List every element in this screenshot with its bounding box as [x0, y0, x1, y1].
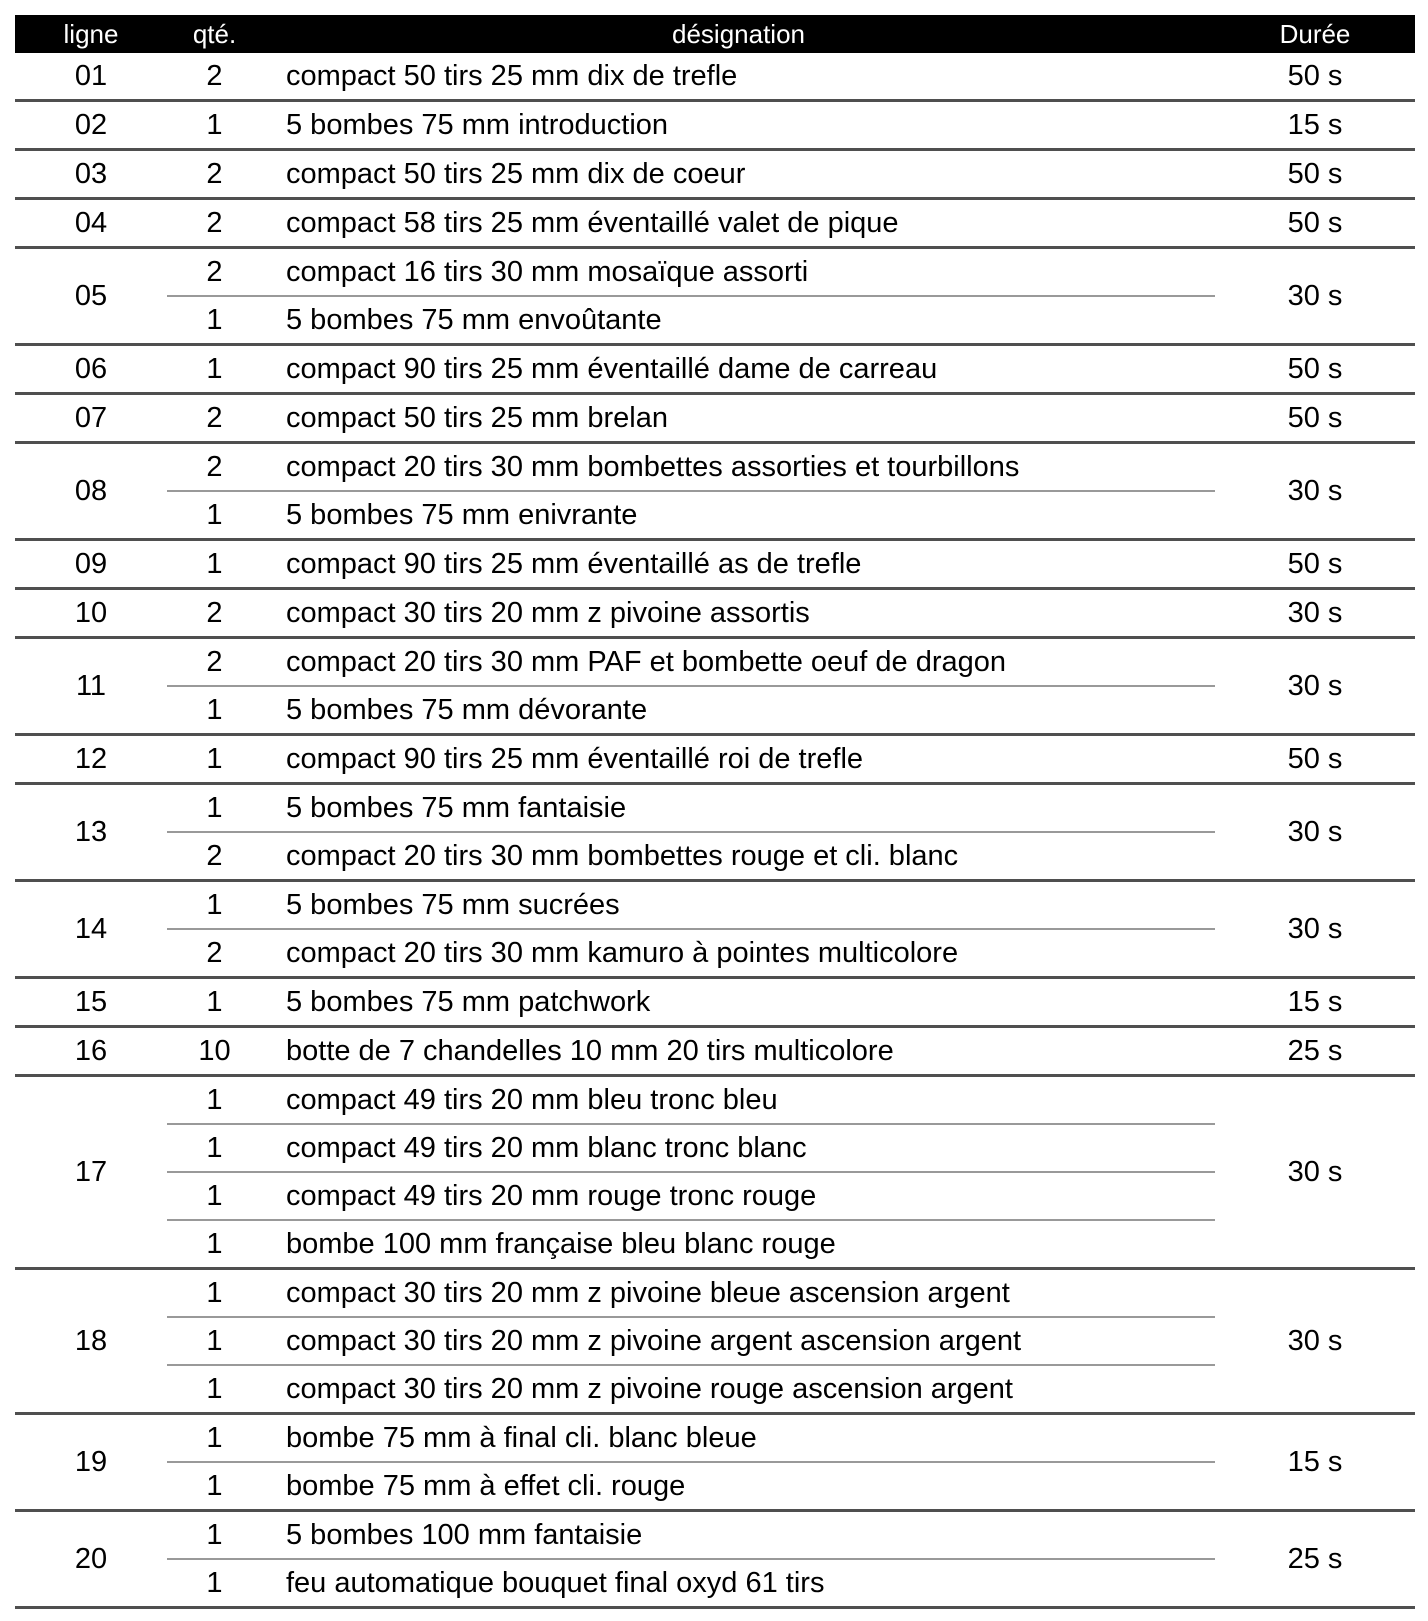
qte-cell: 1 — [167, 686, 262, 735]
qte-cell: 1 — [167, 345, 262, 394]
ligne-cell: 01 — [74, 59, 108, 92]
table-row — [15, 1027, 1415, 1076]
ligne-cell: 17 — [15, 1076, 167, 1269]
ligne-cell: 16 — [15, 1027, 167, 1076]
designation-cell: compact 49 tirs 20 mm blanc tronc blanc — [262, 1124, 1215, 1172]
table-row — [15, 53, 1415, 101]
table-row — [15, 1076, 1415, 1125]
table-row — [15, 296, 1415, 345]
qte-cell: 1 — [167, 881, 262, 930]
designation-cell: 5 bombes 100 mm fantaisie — [262, 1511, 1215, 1560]
designation-cell: compact 20 tirs 30 mm kamuro à pointes multicolore — [262, 929, 1215, 978]
designation-cell: compact 90 tirs 25 mm éventaillé roi de trefle — [262, 735, 1215, 784]
table-row — [15, 735, 1415, 784]
table-row — [15, 491, 1415, 540]
qte-cell: 10 — [167, 1027, 262, 1076]
designation-cell: compact 49 tirs 20 mm rouge tronc rouge — [262, 1172, 1215, 1220]
ligne-cell: 20 — [15, 1511, 167, 1608]
qte-cell: 1 — [167, 735, 262, 784]
qte-cell: 1 — [167, 978, 262, 1027]
qte-cell: 2 — [167, 394, 262, 443]
duree-cell: 50 s — [1215, 199, 1415, 248]
table-row — [15, 929, 1415, 978]
designation-cell: compact 50 tirs 25 mm dix de trefle — [286, 59, 738, 92]
table-row — [15, 1124, 1415, 1172]
col-header-ligne: ligne — [15, 15, 167, 53]
designation-cell: compact 50 tirs 25 mm brelan — [262, 394, 1215, 443]
designation-cell: compact 16 tirs 30 mm mosaïque assorti — [262, 248, 1215, 297]
ligne-cell: 14 — [15, 881, 167, 978]
table-row — [15, 443, 1415, 492]
table-row — [15, 1559, 1415, 1608]
qte-cell: 1 — [167, 1269, 262, 1318]
qte-cell: 1 — [167, 1124, 262, 1172]
designation-cell: 5 bombes 75 mm patchwork — [262, 978, 1215, 1027]
table-body — [15, 53, 1415, 1608]
duree-cell: 30 s — [1215, 1076, 1415, 1269]
designation-cell: compact 58 tirs 25 mm éventaillé valet de pique — [262, 199, 1215, 248]
col-header-designation: désignation — [262, 15, 1215, 53]
ligne-cell: 18 — [15, 1269, 167, 1414]
col-header-qte: qté. — [167, 15, 262, 53]
duree-cell: 25 s — [1215, 1027, 1415, 1076]
designation-cell: 5 bombes 75 mm sucrées — [262, 881, 1215, 930]
designation-cell: compact 20 tirs 30 mm bombettes assorties et tourbillons — [262, 443, 1215, 492]
table-row — [15, 345, 1415, 394]
designation-cell: botte de 7 chandelles 10 mm 20 tirs multicolore — [262, 1027, 1215, 1076]
designation-cell: compact 20 tirs 30 mm bombettes rouge et cli. blanc — [262, 832, 1215, 881]
qte-cell: 2 — [167, 150, 262, 199]
table-row — [15, 978, 1415, 1027]
designation-cell: 5 bombes 75 mm introduction — [262, 101, 1215, 150]
duree-cell: 50 s — [1215, 150, 1415, 199]
fireworks-sequence-table — [15, 15, 1415, 1609]
ligne-cell: 19 — [15, 1414, 167, 1511]
qte-cell: 2 — [167, 199, 262, 248]
ligne-cell: 03 — [15, 150, 167, 199]
duree-cell: 15 s — [1215, 1414, 1415, 1511]
designation-cell: compact 90 tirs 25 mm éventaillé as de trefle — [262, 540, 1215, 589]
qte-cell: 1 — [167, 1462, 262, 1511]
table-header — [15, 15, 1415, 53]
qte-cell: 1 — [167, 1559, 262, 1608]
designation-cell: compact 49 tirs 20 mm bleu tronc bleu — [262, 1076, 1215, 1125]
duree-cell: 30 s — [1215, 443, 1415, 540]
duree-cell: 30 s — [1215, 881, 1415, 978]
qte-cell: 2 — [167, 443, 262, 492]
table-row — [15, 1172, 1415, 1220]
qte-cell: 1 — [167, 784, 262, 833]
table-row — [15, 832, 1415, 881]
ligne-cell: 02 — [15, 101, 167, 150]
table-row — [15, 150, 1415, 199]
qte-cell: 1 — [167, 1511, 262, 1560]
qte-cell: 1 — [167, 101, 262, 150]
designation-cell: 5 bombes 75 mm enivrante — [262, 491, 1215, 540]
duree-cell: 30 s — [1215, 638, 1415, 735]
qte-cell: 1 — [167, 540, 262, 589]
designation-cell: compact 30 tirs 20 mm z pivoine assortis — [262, 589, 1215, 638]
ligne-cell: 10 — [15, 589, 167, 638]
designation-cell: bombe 100 mm française bleu blanc rouge — [262, 1220, 1215, 1269]
qte-cell: 2 — [167, 929, 262, 978]
duree-cell: 50 s — [1287, 59, 1343, 92]
designation-cell: compact 50 tirs 25 mm dix de coeur — [262, 150, 1215, 199]
designation-cell: bombe 75 mm à final cli. blanc bleue — [262, 1414, 1215, 1463]
col-header-duree: Durée — [1215, 15, 1415, 53]
designation-cell: compact 30 tirs 20 mm z pivoine bleue ascension argent — [262, 1269, 1215, 1318]
qte-cell: 1 — [167, 1317, 262, 1365]
table-row — [15, 1414, 1415, 1463]
table-row — [15, 1511, 1415, 1560]
ligne-cell: 13 — [15, 784, 167, 881]
table-row — [15, 1462, 1415, 1511]
table-row — [15, 1365, 1415, 1414]
duree-cell: 25 s — [1215, 1511, 1415, 1608]
table-row — [15, 394, 1415, 443]
designation-cell: feu automatique bouquet final oxyd 61 tirs — [262, 1559, 1215, 1608]
duree-cell: 30 s — [1215, 1269, 1415, 1414]
qte-cell: 2 — [167, 248, 262, 297]
table-row — [15, 686, 1415, 735]
designation-cell: compact 90 tirs 25 mm éventaillé dame de carreau — [262, 345, 1215, 394]
qte-cell: 1 — [167, 1172, 262, 1220]
ligne-cell: 07 — [15, 394, 167, 443]
duree-cell: 30 s — [1215, 784, 1415, 881]
duree-cell: 30 s — [1215, 248, 1415, 345]
table-row — [15, 1220, 1415, 1269]
header-row — [15, 15, 1415, 53]
table-row — [15, 1269, 1415, 1318]
table-row — [15, 1317, 1415, 1365]
qte-cell: 1 — [167, 296, 262, 345]
designation-cell: compact 20 tirs 30 mm PAF et bombette oeuf de dragon — [262, 638, 1215, 687]
duree-cell: 50 s — [1215, 345, 1415, 394]
duree-cell: 50 s — [1215, 394, 1415, 443]
duree-cell: 50 s — [1215, 735, 1415, 784]
duree-cell: 50 s — [1215, 540, 1415, 589]
designation-cell: bombe 75 mm à effet cli. rouge — [262, 1462, 1215, 1511]
table-row — [15, 784, 1415, 833]
ligne-cell: 11 — [15, 638, 167, 735]
table-row — [15, 199, 1415, 248]
designation-cell: compact 30 tirs 20 mm z pivoine rouge ascension argent — [262, 1365, 1215, 1414]
qte-cell: 1 — [167, 1414, 262, 1463]
qte-cell: 1 — [167, 1076, 262, 1125]
table-row — [15, 248, 1415, 297]
qte-cell: 1 — [167, 1220, 262, 1269]
ligne-cell: 08 — [15, 443, 167, 540]
designation-cell: 5 bombes 75 mm envoûtante — [262, 296, 1215, 345]
table-row — [15, 101, 1415, 150]
qte-cell: 1 — [167, 1365, 262, 1414]
qte-cell: 2 — [167, 589, 262, 638]
qte-cell: 2 — [167, 832, 262, 881]
table-row — [15, 638, 1415, 687]
ligne-cell: 15 — [15, 978, 167, 1027]
duree-cell: 15 s — [1215, 101, 1415, 150]
ligne-cell: 06 — [15, 345, 167, 394]
qte-cell: 1 — [167, 491, 262, 540]
ligne-cell: 05 — [15, 248, 167, 345]
qte-cell: 2 — [206, 59, 223, 92]
ligne-cell: 12 — [15, 735, 167, 784]
duree-cell: 30 s — [1215, 589, 1415, 638]
designation-cell: compact 30 tirs 20 mm z pivoine argent ascension argent — [262, 1317, 1215, 1365]
ligne-cell: 04 — [15, 199, 167, 248]
ligne-cell: 09 — [15, 540, 167, 589]
designation-cell: 5 bombes 75 mm dévorante — [262, 686, 1215, 735]
table-row — [15, 881, 1415, 930]
table-row — [15, 589, 1415, 638]
qte-cell: 2 — [167, 638, 262, 687]
duree-cell: 15 s — [1215, 978, 1415, 1027]
table-row — [15, 540, 1415, 589]
designation-cell: 5 bombes 75 mm fantaisie — [262, 784, 1215, 833]
